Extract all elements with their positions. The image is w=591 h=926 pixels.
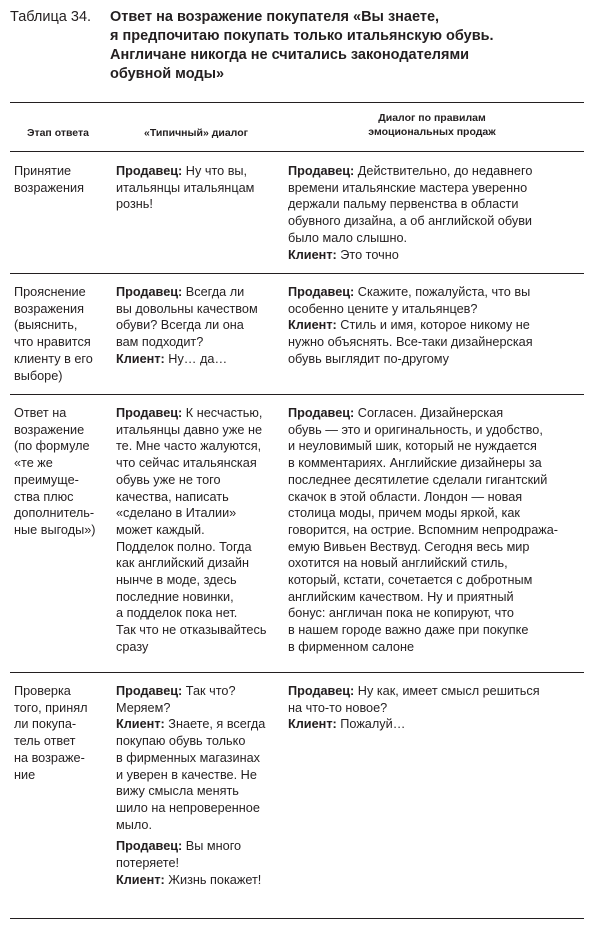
stage-cell <box>14 163 110 196</box>
row-divider <box>10 394 584 395</box>
speaker-label: Клиент: <box>288 318 337 333</box>
stage-line: что нравится <box>14 335 91 350</box>
stage-line: возражения <box>14 180 84 195</box>
dialog-line: было мало слышно. <box>288 230 408 245</box>
stage-line: клиенту в его <box>14 351 93 366</box>
table-title-line: Ответ на возражение покупателя «Вы знаете, <box>110 9 440 25</box>
dialog-line: столица моды, причем моды яркой, как <box>288 506 520 521</box>
stage-line: того, принял <box>14 700 88 715</box>
dialog-line: скачок в этой области. Лондон — новая <box>288 489 523 504</box>
dialog-line: потеряете! <box>116 856 180 871</box>
stage-line: (выяснить, <box>14 318 78 333</box>
dialog-line: Продавец: Так что? <box>116 684 236 698</box>
table-title-line: Англичане никогда не считались законодателями <box>110 47 470 63</box>
header-stage <box>10 126 106 140</box>
stage-cell <box>14 284 110 384</box>
dialog-line: говорится, на острие. Вспомним непродража- <box>288 522 559 537</box>
speaker-label: Клиент: <box>116 351 165 366</box>
dialog-line: Продавец: Всегда ли <box>116 285 245 299</box>
speaker-label: Клиент: <box>288 247 337 262</box>
dialog-line: а подделок пока нет. <box>116 606 238 621</box>
speaker-label: Продавец: <box>116 164 183 178</box>
stage-line: «те же <box>14 456 53 471</box>
dialog-line: Клиент: Ну… да… <box>116 351 228 366</box>
header-emotional <box>282 111 582 139</box>
dialog-line: вижу смысла менять <box>116 784 239 799</box>
dialog-line: Продавец: К несчастью, <box>116 406 263 420</box>
dialog-line: как английский дизайн <box>116 556 250 571</box>
dialog-line: Продавец: Согласен. Дизайнерская <box>288 406 504 420</box>
emotional-dialog-cell <box>288 284 582 368</box>
dialog-line: Так что не отказывайтесь <box>116 623 267 638</box>
dialog-line: английским качеством. Ну и приятный <box>288 589 514 604</box>
stage-line: дополнитель- <box>14 506 95 521</box>
dialog-line: времени итальянские мастера уверенно <box>288 180 528 195</box>
speaker-label: Клиент: <box>116 717 165 732</box>
stage-cell <box>14 683 110 783</box>
dialog-line: Продавец: Действительно, до недавнего <box>288 164 533 178</box>
speaker-label: Продавец: <box>288 164 355 178</box>
dialog-line: качества, написать <box>116 489 229 504</box>
dialog-line: Клиент: Пожалуй… <box>288 717 406 732</box>
stage-line: (по формуле <box>14 439 90 454</box>
stage-cell <box>14 405 110 539</box>
dialog-line: вам подходит? <box>116 335 204 350</box>
speaker-label: Продавец: <box>288 285 355 299</box>
dialog-line: «сделано в Италии» <box>116 506 237 521</box>
dialog-line: обувь уже не того <box>116 472 221 487</box>
dialog-line: в нашем городе важно даже при покупке <box>288 623 529 638</box>
table-number: Таблица 34. <box>10 9 92 25</box>
dialog-line: обувного дизайна, а об английской обуви <box>288 214 533 229</box>
dialog-line: на что-то новое? <box>288 700 388 715</box>
dialog-line: нужно объяснять. Все-таки дизайнерская <box>288 335 533 350</box>
speaker-label: Продавец: <box>288 406 355 420</box>
typical-dialog-cell <box>116 405 284 656</box>
dialog-line: покупаю обувь только <box>116 734 246 749</box>
dialog-line: Продавец: Вы много <box>116 839 242 854</box>
header-divider <box>10 151 584 152</box>
stage-line: Ответ на <box>14 406 67 420</box>
dialog-line: те. Мне часто жалуются, <box>116 439 262 454</box>
dialog-line: Продавец: Скажите, пожалуйста, что вы <box>288 285 531 299</box>
typical-dialog-cell <box>116 683 284 888</box>
typical-dialog-cell <box>116 163 284 213</box>
typical-dialog-cell <box>116 284 284 368</box>
row-divider <box>10 273 584 274</box>
header-typical <box>110 126 282 140</box>
speaker-label: Клиент: <box>288 717 337 732</box>
stage-line: Проверка <box>14 684 71 698</box>
stage-line: выборе) <box>14 368 63 383</box>
stage-line: ние <box>14 767 36 782</box>
dialog-line: в фирменном салоне <box>288 639 415 654</box>
dialog-line: последнее десятилетие сделали гигантский <box>288 472 548 487</box>
dialog-line: Продавец: Ну что вы, <box>116 164 248 178</box>
dialog-line: нынче в моде, здесь <box>116 573 237 588</box>
dialog-line: обувь выглядит по-другому <box>288 351 449 366</box>
table-title-line: обувной моды» <box>110 66 225 82</box>
dialog-line: сразу <box>116 639 149 654</box>
dialog-line: и неуловимый шик, который не нуждается <box>288 439 537 454</box>
table-title <box>110 8 580 84</box>
dialog-line: Клиент: Жизнь покажет! <box>116 872 262 887</box>
dialog-line: Подделок полно. Тогда <box>116 539 252 554</box>
emotional-dialog-cell <box>288 683 582 733</box>
dialog-line: и уверен в качестве. Не <box>116 767 257 782</box>
speaker-label: Продавец: <box>116 285 183 299</box>
stage-line: тель ответ <box>14 734 76 749</box>
stage-line: возражения <box>14 301 84 316</box>
dialog-line: мыло. <box>116 817 152 832</box>
stage-line: ные выгоды») <box>14 522 96 537</box>
dialog-line: вы довольны качеством <box>116 301 258 316</box>
table-bottom-rule <box>10 918 584 919</box>
dialog-line: Клиент: Это точно <box>288 247 399 262</box>
header-stage-line: Этап ответа <box>26 127 89 139</box>
dialog-line: что сейчас итальянская <box>116 456 257 471</box>
dialog-line: итальянцы давно уже не <box>116 422 263 437</box>
dialog-line: бонус: англичан пока не копируют, что <box>288 606 514 621</box>
speaker-label: Продавец: <box>116 839 183 854</box>
dialog-line: держали пальму первенства в области <box>288 197 519 212</box>
speaker-label: Продавец: <box>288 684 355 698</box>
dialog-line: последние новинки, <box>116 589 234 604</box>
speaker-label: Продавец: <box>116 406 183 420</box>
dialog-line: рознь! <box>116 197 153 212</box>
dialog-line: особенно цените у итальянцев? <box>288 301 478 316</box>
speaker-label: Продавец: <box>116 684 183 698</box>
dialog-line: может каждый. <box>116 522 205 537</box>
dialog-line: шило на непроверенное <box>116 800 260 815</box>
stage-line: на возраже- <box>14 750 85 765</box>
dialog-line: в фирменных магазинах <box>116 750 260 765</box>
emotional-dialog-cell <box>288 405 582 656</box>
dialog-line: итальянцы итальянцам <box>116 180 255 195</box>
stage-line: ства плюс <box>14 489 74 504</box>
speaker-label: Клиент: <box>116 872 165 887</box>
stage-line: Прояснение <box>14 285 86 299</box>
dialog-line: Продавец: Ну как, имеет смысл решиться <box>288 684 540 698</box>
stage-line: ли покупа- <box>14 717 77 732</box>
emotional-dialog-cell <box>288 163 582 263</box>
dialog-line: Клиент: Знаете, я всегда <box>116 717 266 732</box>
dialog-line: Меряем? <box>116 700 171 715</box>
stage-line: Принятие <box>14 164 72 178</box>
header-emotional-line: эмоциональных продаж <box>368 126 496 138</box>
dialog-line: емую Вивьен Вествуд. Сегодня весь мир <box>288 539 530 554</box>
table-title-line: я предпочитаю покупать только итальянскую обувь. <box>110 28 494 44</box>
dialog-line: в комментариях. Английские дизайнеры за <box>288 456 542 471</box>
table-top-rule <box>10 102 584 103</box>
dialog-line: который, кстати, сочетается с добротным <box>288 573 533 588</box>
dialog-line: обуви? Всегда ли она <box>116 318 244 333</box>
header-emotional-line: Диалог по правилам <box>378 112 486 124</box>
header-typical-line: «Типичный» диалог <box>143 127 248 139</box>
dialog-line: Клиент: Стиль и имя, которое никому не <box>288 318 530 333</box>
dialog-line: охотится на новый английский стиль, <box>288 556 508 571</box>
dialog-line: обувь — это и оригинальность, и удобство, <box>288 422 543 437</box>
stage-line: преимуще- <box>14 472 79 487</box>
stage-line: возражение <box>14 422 85 437</box>
row-divider <box>10 672 584 673</box>
